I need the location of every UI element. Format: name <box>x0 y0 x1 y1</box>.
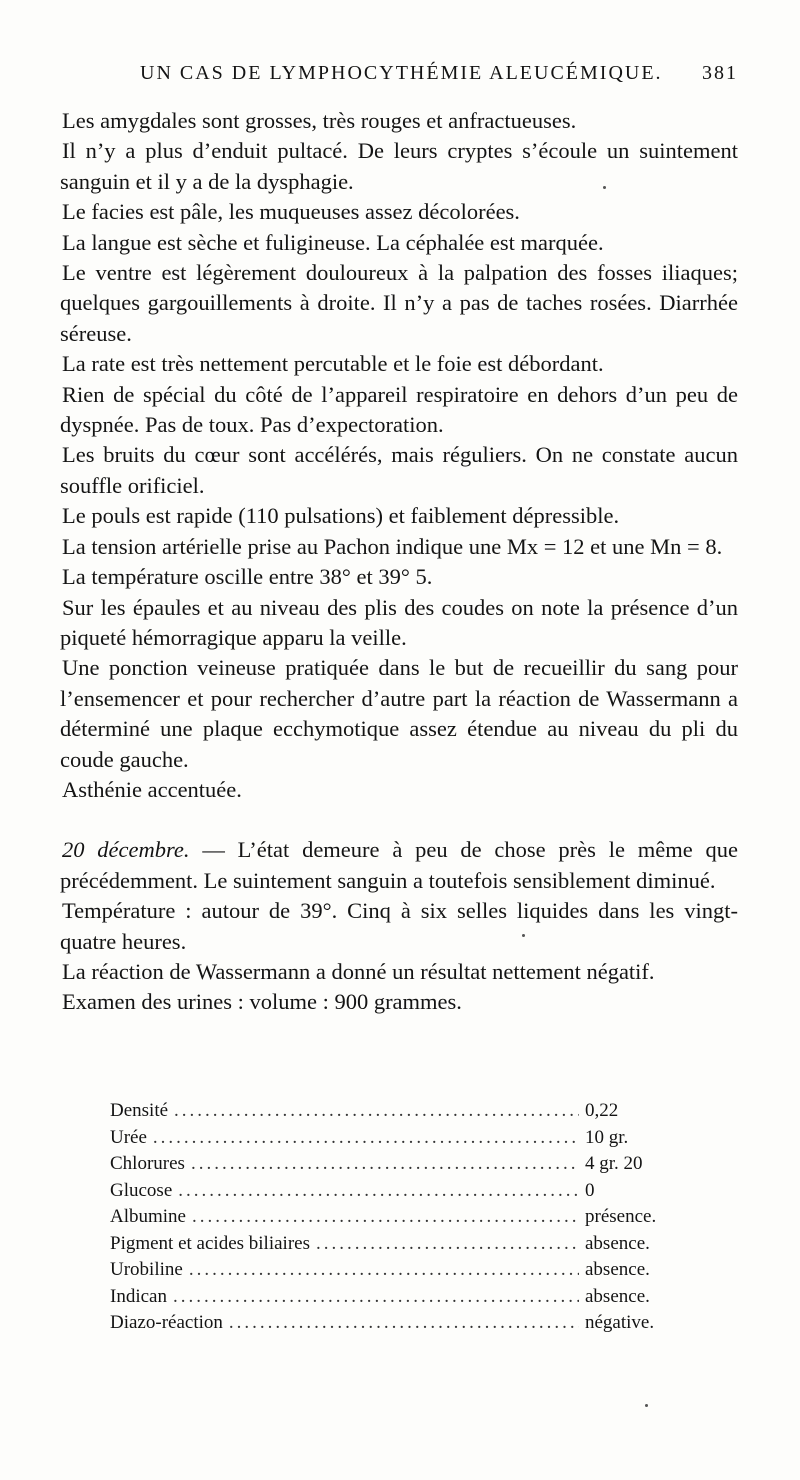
result-value: présence. <box>585 1206 657 1227</box>
body-text <box>60 106 738 1018</box>
result-label: Densité <box>110 1100 169 1121</box>
leader-dots <box>316 1231 579 1258</box>
leader-dots <box>174 1098 579 1125</box>
result-row <box>110 1125 690 1152</box>
paragraph: Sur les épaules et au niveau des plis des coudes on note la présence d’un piqueté hémorragique apparu la veille. <box>60 594 738 650</box>
leader-dots <box>173 1284 579 1311</box>
result-value: absence. <box>585 1285 650 1307</box>
result-label: Glucose <box>110 1179 173 1201</box>
paragraph: La tension artérielle prise au Pachon indique une Mx = 12 et une Mn = 8. <box>62 533 723 559</box>
result-row <box>110 1310 690 1337</box>
paragraph: Asthénie accentuée. <box>62 776 242 802</box>
paragraph: Le facies est pâle, les muqueuses assez décolorées. <box>62 199 520 225</box>
paragraph: La rate est très nettement percutable et le foie est débordant. <box>62 351 604 377</box>
result-label: Diazo-réaction <box>110 1312 223 1333</box>
print-speck <box>645 1404 648 1407</box>
paragraph: La température oscille entre 38° et 39° 5. <box>62 564 433 590</box>
result-label: Urée <box>110 1126 147 1148</box>
entry-text: — L’état demeure à peu de chose près le même que précédemment. Le suintement sanguin a toutefois sensiblement diminué. <box>60 837 738 893</box>
result-label: Indican <box>110 1285 167 1307</box>
result-label: Chlorures <box>110 1153 185 1174</box>
result-row <box>110 1178 690 1205</box>
paragraph: Le pouls est rapide (110 pulsations) et faiblement dépressible. <box>62 503 620 529</box>
page-header <box>60 62 740 92</box>
result-row <box>110 1204 690 1231</box>
result-label: Urobiline <box>110 1259 183 1280</box>
paragraph: Les bruits du cœur sont accélérés, mais réguliers. On ne constate aucun souffle orificiel. <box>60 442 738 498</box>
print-speck <box>603 186 606 189</box>
paragraph: Une ponction veineuse pratiquée dans le but de recueillir du sang pour l’ensemencer et pour rechercher d’autre part la réaction de Wassermann a déterminé une plaque ecchymotique assez étendue au niveau du pli du coude gauche. <box>60 655 738 772</box>
result-row <box>110 1098 690 1125</box>
result-value: absence. <box>585 1259 650 1280</box>
result-value: négative. <box>585 1312 655 1333</box>
paragraph: Rien de spécial du côté de l’appareil respiratoire en dehors d’un peu de dyspnée. Pas de toux. Pas d’expectoration. <box>60 381 738 438</box>
result-value: 0,22 <box>585 1100 619 1121</box>
result-row <box>110 1231 690 1258</box>
running-title: UN CAS DE LYMPHOCYTHÉMIE ALEUCÉMIQUE. <box>140 62 663 84</box>
result-label: Pigment et acides biliaires <box>110 1232 310 1254</box>
result-label: Albumine <box>110 1206 186 1227</box>
paragraph: Examen des urines : volume : 900 grammes. <box>62 989 462 1015</box>
paragraph: Le ventre est légèrement douloureux à la palpation des fosses iliaques; quelques gargouillements à droite. Il n’y a pas de taches rosées. Diarrhée séreuse. <box>60 260 738 346</box>
urine-results-table <box>110 1098 690 1337</box>
result-value: absence. <box>585 1232 650 1254</box>
result-row <box>110 1257 690 1284</box>
leader-dots <box>153 1125 579 1152</box>
paragraph: La réaction de Wassermann a donné un résultat nettement négatif. <box>62 958 655 984</box>
result-value: 0 <box>585 1179 595 1201</box>
page-number: 381 <box>702 62 738 84</box>
paragraph: Il n’y a plus d’enduit pultacé. De leurs cryptes s’écoule un suintement sanguin et il y a de la dysphagie. <box>60 138 738 194</box>
leader-dots <box>178 1178 579 1205</box>
dated-entry <box>60 835 738 896</box>
entry-date: 20 décembre. <box>62 837 190 863</box>
paragraph: La langue est sèche et fuligineuse. La céphalée est marquée. <box>62 229 604 255</box>
result-value: 4 gr. 20 <box>585 1153 643 1174</box>
print-speck <box>522 934 525 937</box>
leader-dots <box>229 1310 579 1337</box>
paragraph: Température : autour de 39°. Cinq à six selles liquides dans les vingt-quatre heures. <box>60 898 738 954</box>
result-row <box>110 1151 690 1178</box>
paragraph: Les amygdales sont grosses, très rouges et anfractueuses. <box>62 108 577 133</box>
leader-dots <box>192 1204 579 1231</box>
result-row <box>110 1284 690 1311</box>
leader-dots <box>191 1151 579 1178</box>
result-value: 10 gr. <box>585 1126 629 1148</box>
leader-dots <box>189 1257 579 1284</box>
